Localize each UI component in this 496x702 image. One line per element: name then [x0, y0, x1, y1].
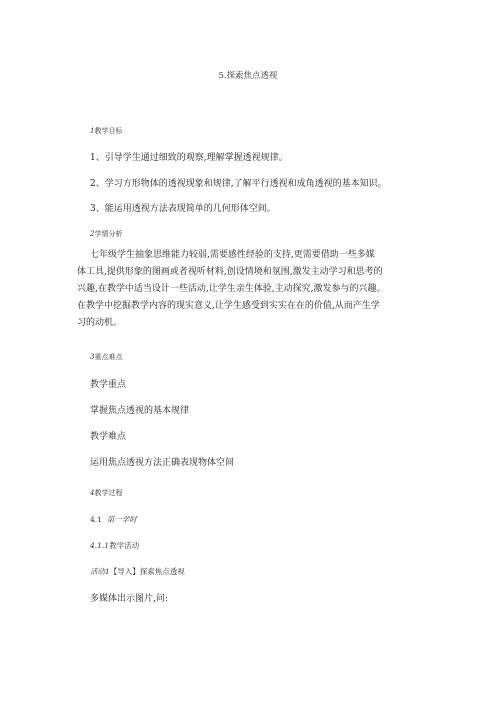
- goal-item-2: 2、学习方形物体的透视现象和规律,了解平行透视和成角透视的基本知识。: [90, 179, 387, 189]
- activity-prefix: 活动1: [90, 567, 110, 576]
- section-heading-analysis: [90, 229, 122, 239]
- body-text-last-line: 多媒体出示图片,问:: [90, 594, 168, 604]
- section-number: 1: [90, 127, 95, 135]
- section-label: 教学目标: [94, 127, 123, 135]
- activity-heading: [90, 566, 185, 577]
- analysis-line-2: 体工具,提供形象的图画或者视听材料,创设情境和氛围,激发主动学习和思考的: [77, 267, 383, 277]
- section-heading-goals: [90, 126, 122, 136]
- analysis-paragraph: [77, 247, 437, 332]
- subsection-number: 4.1.1: [90, 541, 110, 550]
- activity-title: 【导入】探索焦点透视: [109, 567, 185, 576]
- goal-item-3: 3、能运用透视方法表现简单的几何形体空间。: [90, 204, 276, 214]
- section-number: 3: [90, 353, 95, 361]
- section-heading-process: [90, 488, 122, 498]
- analysis-line-5: 习的动机。: [77, 318, 123, 328]
- document-title: 5.探索焦点透视: [218, 71, 278, 81]
- subsection-4-1-1: [90, 540, 139, 551]
- subsection-label: 教学活动: [109, 541, 140, 550]
- section-label: 学情分析: [94, 230, 123, 238]
- analysis-line-3: 兴趣,在教学中适当设计一些活动,让学生亲生体验,主动探究,激发参与的兴趣。: [77, 284, 386, 294]
- section-number: 2: [90, 230, 95, 238]
- difficulty-text: 运用焦点透视方法正确表现物体空间: [90, 458, 235, 468]
- analysis-line-4: 在教学中挖掘教学内容的现实意义,让学生感受到实实在在的价值,从而产生学: [77, 301, 380, 311]
- section-label: 教学过程: [94, 489, 123, 497]
- subsection-label: 第一学时: [106, 515, 137, 524]
- key-point-text: 掌握焦点透视的基本规律: [90, 406, 190, 416]
- section-heading-keypoints: [90, 352, 122, 362]
- subsection-number: 4.1: [90, 515, 102, 524]
- goal-item-1: 1、引导学生通过细致的观察,理解掌握透视规律。: [90, 153, 288, 163]
- analysis-line-1: 七年级学生抽象思维能力较弱,需要感性经验的支持,更需要借助一些多媒: [90, 250, 375, 260]
- subsection-4-1: [90, 514, 137, 525]
- key-point-label: 教学重点: [90, 380, 127, 390]
- section-number: 4: [90, 489, 95, 497]
- section-label: 重点难点: [94, 353, 123, 361]
- difficulty-label: 教学难点: [90, 432, 127, 442]
